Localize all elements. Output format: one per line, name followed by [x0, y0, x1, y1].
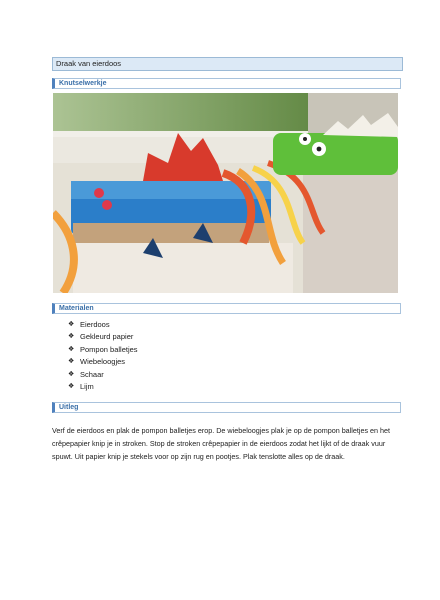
- diamond-bullet-icon: ❖: [68, 345, 75, 353]
- materials-list: [68, 319, 138, 393]
- list-item: ❖ Schaar: [68, 369, 138, 381]
- list-item: ❖ Pompon balletjes: [68, 344, 138, 356]
- list-item: ❖ Wiebeloogjes: [68, 356, 138, 368]
- document-title: Draak van eierdoos: [52, 57, 403, 71]
- diamond-bullet-icon: ❖: [68, 370, 75, 378]
- egg-carton-dragon-craft-photo: [53, 93, 398, 293]
- section-heading-uitleg: Uitleg: [52, 402, 401, 413]
- list-item: ❖ Gekleurd papier: [68, 331, 138, 343]
- list-item: ❖ Lijm: [68, 381, 138, 393]
- instructions-paragraph: Verf de eierdoos en plak de pompon balletjes erop. De wiebeloogjes plak je op de pompon balletjes en het crêpepapier knip je in stroken. Stop de stroken crêpepapier in de eierdoos zodat het lijkt of de draak vuur spuwt. Uit papier knip je stekels voor op zijn rug en pootjes. Plak tenslotte alles op de draak.: [52, 426, 391, 461]
- list-item: ❖ Eierdoos: [68, 319, 138, 331]
- diamond-bullet-icon: ❖: [68, 321, 75, 328]
- diamond-bullet-icon: ❖: [68, 333, 75, 341]
- section-heading-materialen: Materialen: [52, 303, 401, 314]
- diamond-bullet-icon: ❖: [68, 358, 75, 366]
- diamond-bullet-icon: ❖: [68, 382, 75, 390]
- section-heading-knutselwerkje: Knutselwerkje: [52, 78, 401, 89]
